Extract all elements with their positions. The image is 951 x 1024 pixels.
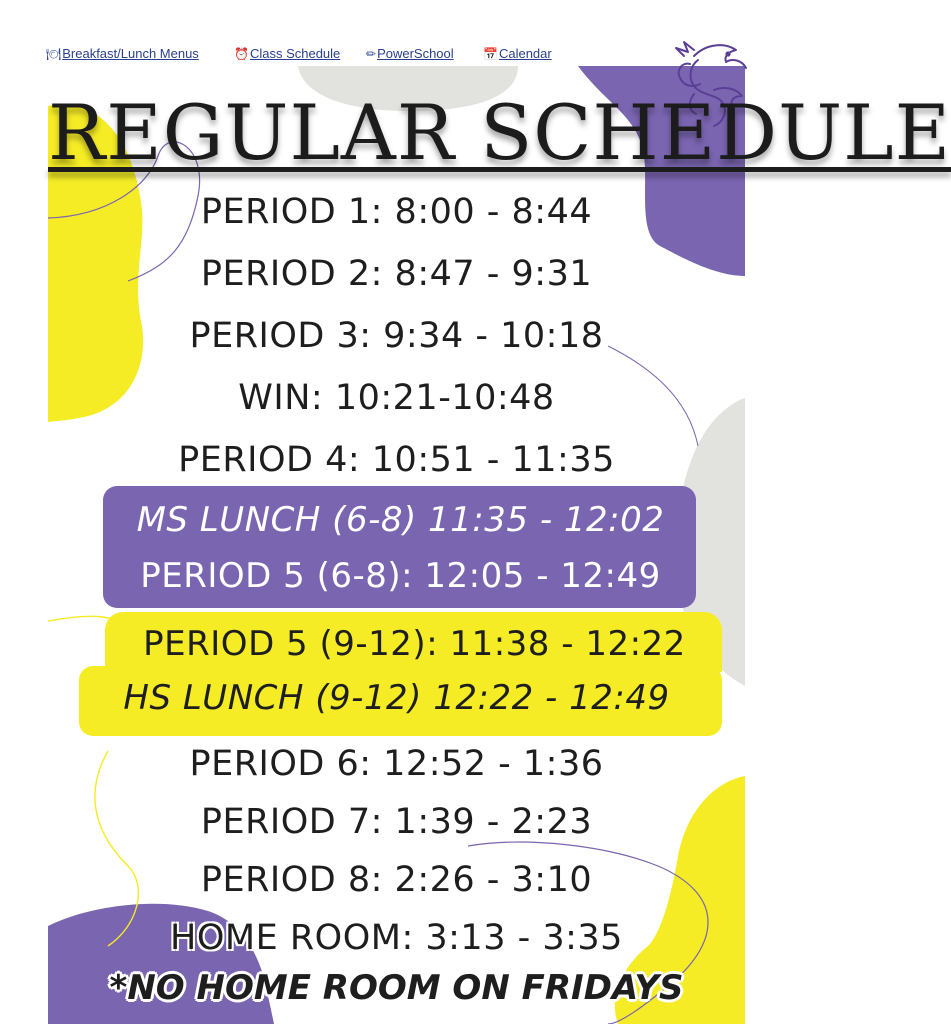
- schedule-line: PERIOD 4: 10:51 - 11:35: [178, 440, 615, 480]
- hs-period-line: PERIOD 5 (9-12): 11:38 - 12:22: [143, 624, 686, 664]
- home-room-line: HOME ROOM: 3:13 - 3:35: [170, 918, 623, 958]
- schedule-line: PERIOD 7: 1:39 - 2:23: [200, 802, 593, 842]
- alarm-clock-icon: ⏰: [234, 47, 249, 61]
- schedule-line: PERIOD 2: 8:47 - 9:31: [200, 254, 593, 294]
- no-home-room-note: *NO HOME ROOM ON FRIDAYS: [109, 968, 684, 1008]
- powerschool-label: PowerSchool: [377, 46, 454, 61]
- ms-period-line: PERIOD 5 (6-8): 12:05 - 12:49: [140, 556, 661, 596]
- schedule-line: PERIOD 1: 8:00 - 8:44: [200, 192, 593, 232]
- breakfast-lunch-menus-link[interactable]: [46, 46, 199, 61]
- hs-lunch-line: HS LUNCH (9-12) 12:22 - 12:49: [123, 678, 670, 718]
- schedule-line: PERIOD 6: 12:52 - 1:36: [189, 744, 604, 784]
- calendar-label: Calendar: [498, 46, 552, 61]
- poster-title: REGULAR SCHEDULE: [48, 88, 951, 177]
- class-schedule-link[interactable]: [234, 46, 340, 61]
- pencil-icon: ✏: [366, 47, 377, 61]
- schedule-line: PERIOD 3: 9:34 - 10:18: [189, 316, 604, 356]
- fork-knife-icon: 🍽: [46, 47, 62, 61]
- breakfast-lunch-menus-label: Breakfast/Lunch Menus: [62, 46, 199, 61]
- calendar-icon: 📅: [483, 47, 498, 61]
- schedule-line: WIN: 10:21-10:48: [238, 378, 555, 418]
- class-schedule-label: Class Schedule: [249, 46, 341, 61]
- schedule-line: PERIOD 8: 2:26 - 3:10: [200, 860, 593, 900]
- powerschool-link[interactable]: [366, 46, 454, 61]
- ms-lunch-line: MS LUNCH (6-8) 11:35 - 12:02: [136, 500, 665, 540]
- schedule-poster: [48, 66, 951, 1024]
- calendar-link[interactable]: [483, 46, 552, 61]
